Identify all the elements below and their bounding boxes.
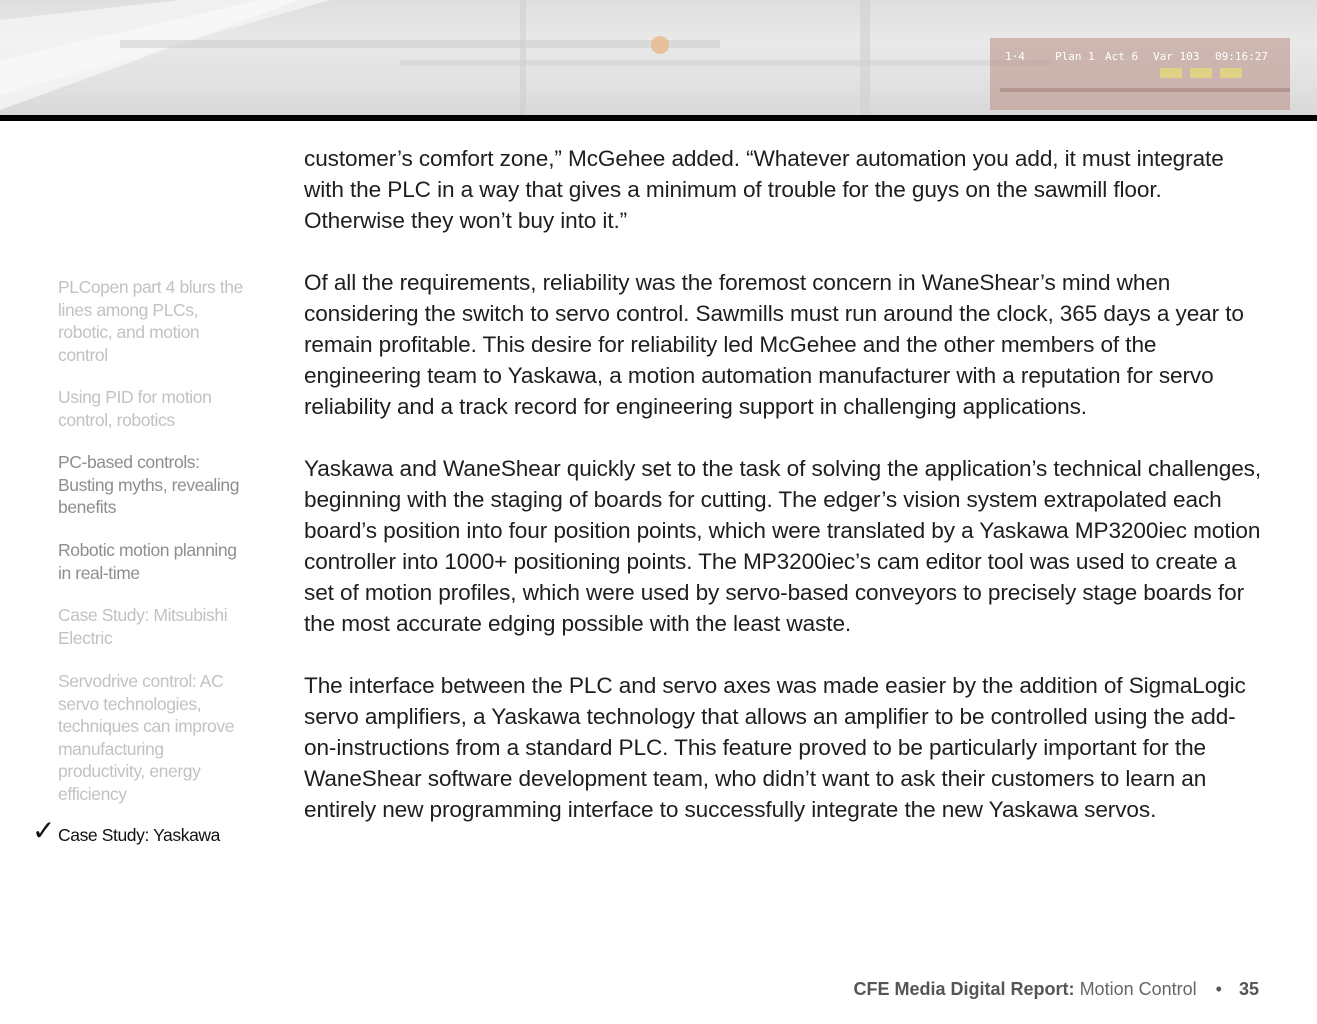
display-label: Plan 1 [1055, 50, 1095, 63]
sawmill-ceiling-image [0, 0, 1317, 116]
paragraph: Yaskawa and WaneShear quickly set to the task of solving the application’s technical challenges, beginning with the staging of boards for cutting. The edger’s vision system extrapolated each board’s position into four position points, which were translated by a Yaskawa MP3200iec motion controller into 1000+ positioning points. The MP3200iec’s cam editor tool was used to create a set of motion profiles, which were used by servo-based conveyors to precisely stage boards for the most accurate edging possible with the least waste. [304, 456, 1262, 636]
article-body [304, 143, 1264, 856]
toc-item-label: Servodrive control: AC servo technologies, techniques can improve manufacturing productivity, energy efficiency [58, 671, 235, 804]
toc-item-servodrive[interactable] [58, 670, 248, 806]
publication-name: CFE Media Digital Report: [853, 979, 1075, 999]
footer-separator: • [1215, 979, 1222, 999]
display-label: 09:16:27 [1215, 50, 1268, 63]
display-label: 1·4 [1005, 50, 1025, 63]
page-footer [854, 979, 1259, 1000]
toc-item-pid[interactable] [58, 386, 248, 431]
banner-divider [0, 115, 1317, 121]
checkmark-icon: ✓ [32, 814, 56, 847]
display-label: Var 103 [1153, 50, 1200, 63]
paragraph: The interface between the PLC and servo axes was made easier by the addition of SigmaLogic servo amplifiers, a Yaskawa technology that allows an amplifier to be controlled using the add-on-instructions from a standard PLC. This feature proved to be particularly important for the WaneShear software development team, who didn’t want to ask their customers to learn an entirely new programming interface to successfully integrate the new Yaskawa servos. [304, 673, 1246, 822]
toc-item-plcopen[interactable] [58, 276, 248, 366]
toc-item-label: Using PID for motion control, robotics [58, 387, 212, 430]
toc-item-pc-based[interactable] [58, 451, 248, 519]
toc-item-robotic-motion[interactable] [58, 539, 248, 584]
toc-item-yaskawa[interactable] [32, 814, 248, 847]
header-banner-photo [0, 0, 1317, 116]
toc-item-label: PLCopen part 4 blurs the lines among PLCs, robotic, and motion control [58, 277, 243, 365]
display-label: Act 6 [1105, 50, 1139, 63]
toc-item-mitsubishi[interactable] [58, 604, 248, 649]
toc-item-label: Case Study: Yaskawa [58, 825, 220, 845]
toc-item-label: Case Study: Mitsubishi Electric [58, 605, 228, 648]
page-number: 35 [1238, 979, 1259, 999]
paragraph: Of all the requirements, reliability was the foremost concern in WaneShear’s mind when considering the switch to servo control. Sawmills must run around the clock, 365 days a year to remain profitable. This desire for reliability led McGehee and the other members of the engineering team to Yaskawa, a motion automation manufacturer with a reputation for servo reliability and a track record for engineering support in challenging applications. [304, 270, 1244, 419]
toc-item-label: Robotic motion planning in real-time [58, 540, 237, 583]
paragraph: customer’s comfort zone,” McGehee added. “Whatever automation you add, it must integrate with the PLC in a way that gives a minimum of trouble for the guys on the sawmill floor. Otherwise they won’t buy into it.” [304, 146, 1224, 233]
section-name: Motion Control [1079, 979, 1197, 999]
toc-item-label: PC-based controls: Busting myths, revealing benefits [58, 452, 240, 518]
